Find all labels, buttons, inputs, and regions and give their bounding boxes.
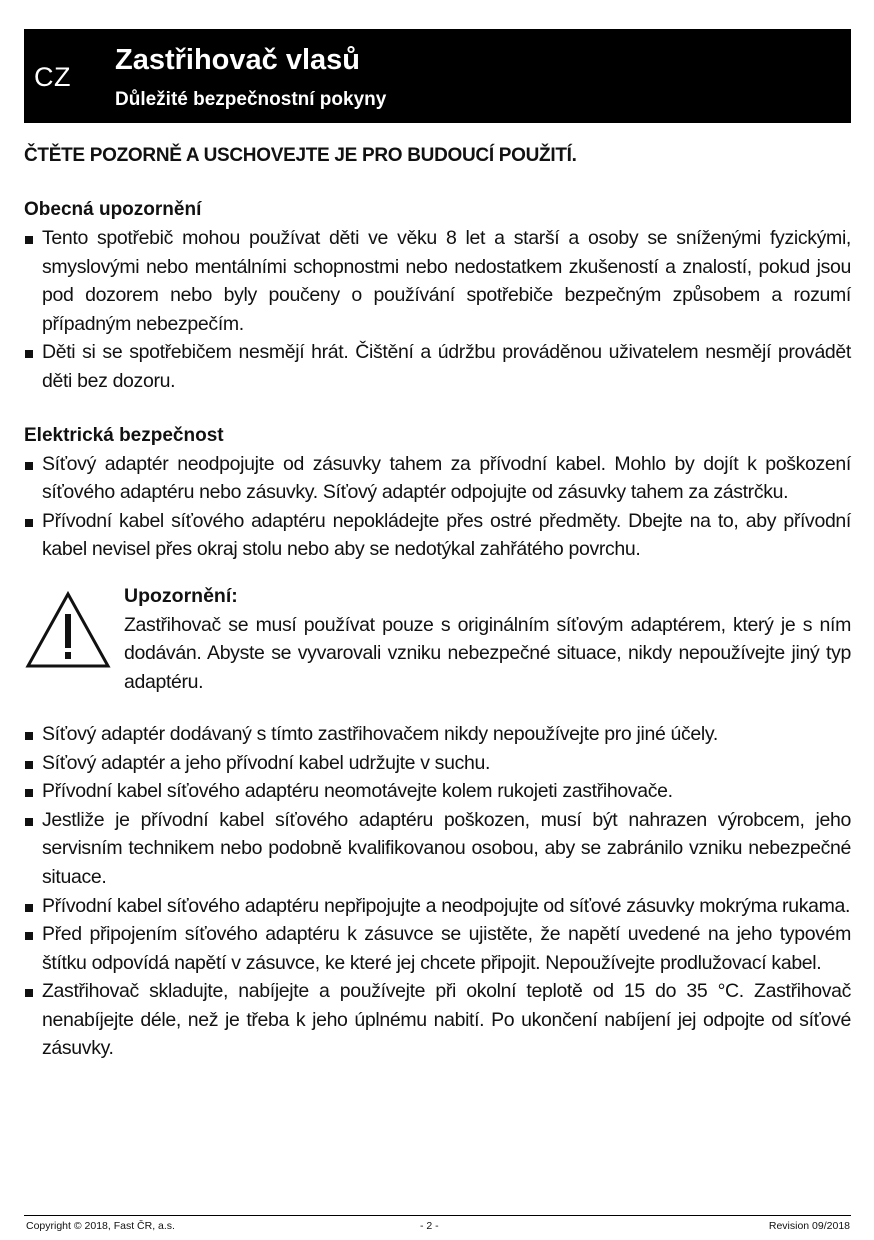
bullet-list <box>24 720 851 1063</box>
list-item: Síťový adaptér a jeho přívodní kabel udržujte v suchu. <box>24 749 851 778</box>
list-item: Přívodní kabel síťového adaptéru nepřipojujte a neodpojujte od síťové zásuvky mokrýma rukama. <box>24 892 851 921</box>
document-title: Zastřihovač vlasů <box>115 44 360 76</box>
document-subtitle: Důležité bezpečnostní pokyny <box>115 89 387 110</box>
list-item: Jestliže je přívodní kabel síťového adaptéru poškozen, musí být nahrazen výrobcem, jeho servisním technikem nebo podobně kvalifikovanou osobou, aby se zabránilo vzniku nebezpečné situace. <box>24 806 851 892</box>
warning-box <box>24 584 851 706</box>
section-electrical-safety <box>24 422 851 564</box>
list-item: Tento spotřebič mohou používat děti ve věku 8 let a starší a osoby se sníženými fyzickými, smyslovými nebo mentálními schopnostmi nebo nedostatkem zkušeností a znalostí, pokud jsou pod dozorem nebo byly poučeny o používání spotřebiče bezpečným způsobem a rozumí případným nebezpečím. <box>24 224 851 338</box>
lead-instruction: ČTĚTE POZORNĚ A USCHOVEJTE JE PRO BUDOUCÍ POUŽITÍ. <box>24 145 577 166</box>
warning-text <box>124 582 851 696</box>
footer-copyright: Copyright © 2018, Fast ČR, a.s. <box>26 1220 175 1232</box>
list-item: Přívodní kabel síťového adaptéru nepokládejte přes ostré předměty. Dbejte na to, aby přívodní kabel nevisel přes okraj stolu nebo aby se nedotýkal zahřátého povrchu. <box>24 507 851 564</box>
bullet-list <box>24 224 851 396</box>
language-code: CZ <box>34 62 71 92</box>
list-item: Děti si se spotřebičem nesmějí hrát. Čištění a údržbu prováděnou uživatelem nesmějí provádět děti bez dozoru. <box>24 338 851 395</box>
page-header <box>24 29 851 123</box>
list-item: Síťový adaptér dodávaný s tímto zastřihovačem nikdy nepoužívejte pro jiné účely. <box>24 720 851 749</box>
section-general-warnings <box>24 196 851 396</box>
footer-revision: Revision 09/2018 <box>768 1220 850 1232</box>
warning-title: Upozornění: <box>124 584 238 607</box>
section-heading: Elektrická bezpečnost <box>24 424 224 446</box>
footer-divider <box>24 1215 851 1216</box>
section-heading: Obecná upozornění <box>24 199 202 220</box>
warning-body: Zastřihovač se musí používat pouze s originálním síťovým adaptérem, který je s ním dodáván. Abyste se vyvarovali vzniku nebezpečné situace, nikdy nepoužívejte jiný typ adaptéru. <box>124 613 851 693</box>
list-item: Zastřihovač skladujte, nabíjejte a používejte při okolní teplotě od 15 do 35 °C. Zastřihovač nenabíjejte déle, než je třeba k jeho úplnému nabití. Po ukončení nabíjení jej odpojte od síťové zásuvky. <box>24 977 851 1063</box>
document-body <box>24 142 851 1063</box>
list-item: Před připojením síťového adaptéru k zásuvce se ujistěte, že napětí uvedené na jeho typovém štítku odpovídá napětí v zásuvce, ke které jej chcete připojit. Nepoužívejte prodlužovací kabel. <box>24 920 851 977</box>
warning-triangle-icon <box>24 590 112 670</box>
bullet-list <box>24 450 851 564</box>
list-item: Přívodní kabel síťového adaptéru neomotávejte kolem rukojeti zastřihovače. <box>24 777 851 806</box>
footer-page-number: - 2 - <box>420 1220 439 1232</box>
list-item: Síťový adaptér neodpojujte od zásuvky tahem za přívodní kabel. Mohlo by dojít k poškození síťového adaptéru nebo zásuvky. Síťový adaptér odpojujte od zásuvky tahem za zástrčku. <box>24 450 851 507</box>
section-adapter-instructions <box>24 720 851 1063</box>
